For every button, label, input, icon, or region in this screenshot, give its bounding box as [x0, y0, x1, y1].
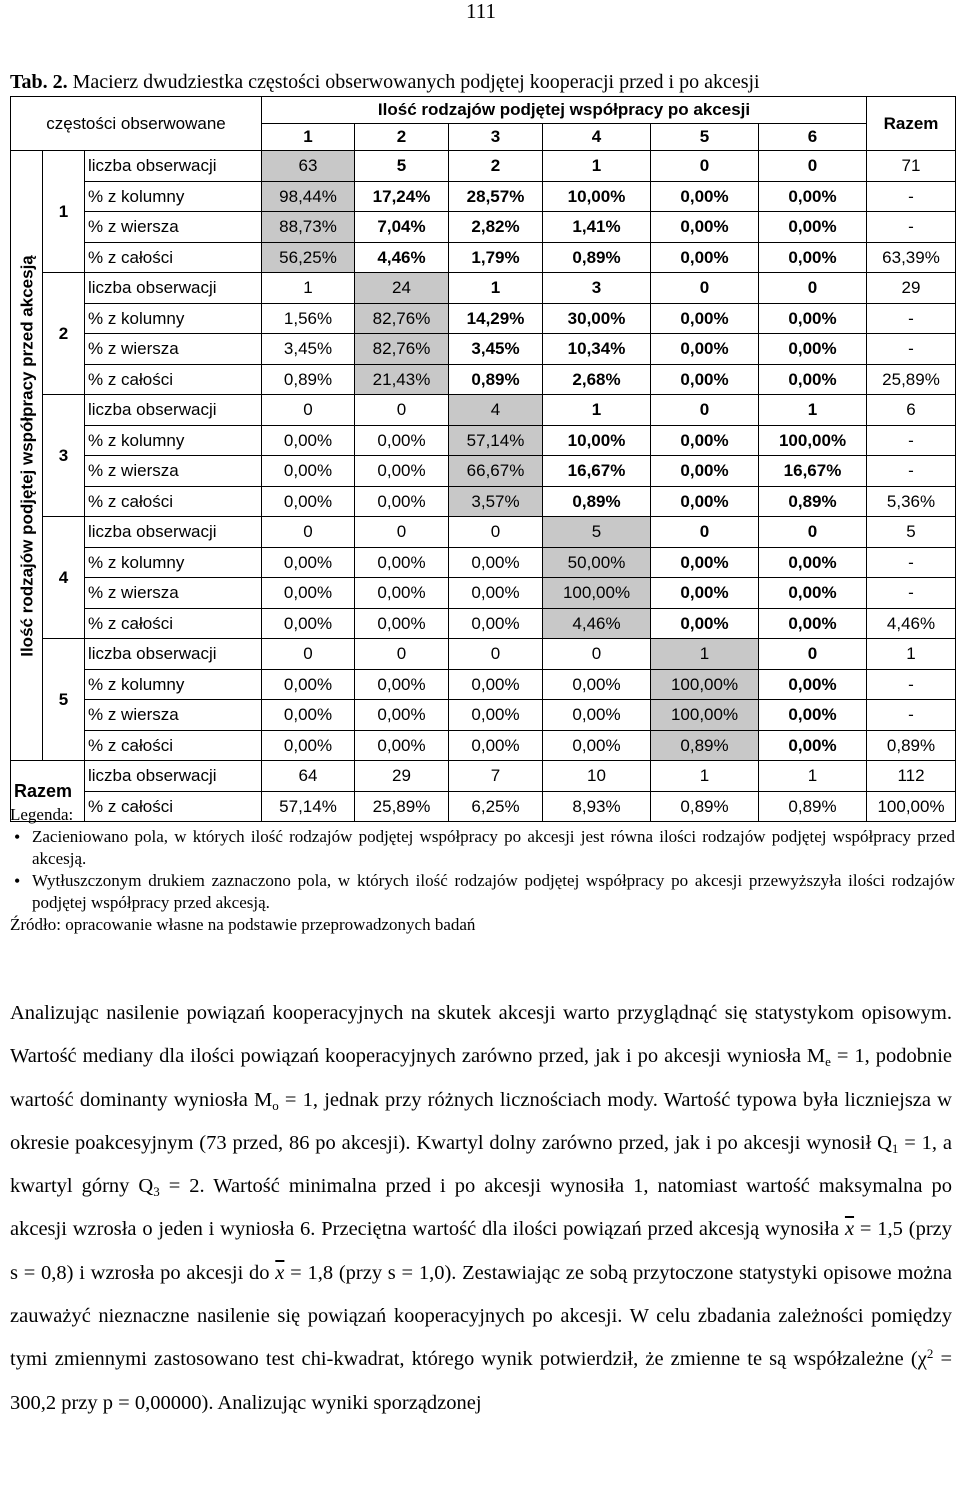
table-cell: 0,00%: [759, 700, 867, 731]
row-total-cell: 0,89%: [867, 730, 956, 761]
row-label: % z kolumny: [85, 181, 262, 212]
table-cell: 0: [449, 517, 543, 548]
table-cell: 0,00%: [355, 669, 449, 700]
body-paragraph: [10, 992, 952, 1425]
table-cell: 0,00%: [651, 212, 759, 243]
row-label: % z całości: [85, 608, 262, 639]
row-label: liczba obserwacji: [85, 273, 262, 304]
table-cell: 0,89%: [759, 486, 867, 517]
row-total-cell: 25,89%: [867, 364, 956, 395]
table-cell: 1: [543, 395, 651, 426]
table-cell: 0,00%: [651, 242, 759, 273]
table-row: [11, 578, 956, 609]
table-cell: 0,00%: [651, 334, 759, 365]
table-cell: 0,00%: [759, 303, 867, 334]
column-group-header: Ilość rodzajów podjętej współpracy po akcesji: [262, 97, 867, 124]
table-cell: 0,00%: [651, 425, 759, 456]
table-cell: 0: [262, 395, 355, 426]
table-cell: 0,00%: [355, 456, 449, 487]
row-label: % z kolumny: [85, 303, 262, 334]
table-cell: 0,89%: [651, 791, 759, 822]
row-total-cell: -: [867, 669, 956, 700]
table-cell: 8,93%: [543, 791, 651, 822]
table-cell: 0,89%: [449, 364, 543, 395]
caption-label: Tab. 2.: [10, 71, 68, 93]
column-header: 1: [262, 124, 355, 151]
text-segment: = 300,2 przy p = 0,00000). Analizując wyniki sporządzonej: [10, 1348, 953, 1414]
mean-symbol: $\overline{x}$: [275, 1261, 285, 1284]
row-group-header: [11, 151, 43, 761]
table-cell: 0,00%: [759, 242, 867, 273]
text-segment: = 1, podobnie wartość dominanty wyniosła M: [10, 1045, 952, 1111]
table-cell: 0: [651, 151, 759, 182]
table-cell: 0: [651, 273, 759, 304]
table-cell: 0,00%: [355, 425, 449, 456]
table-cell: 0: [651, 395, 759, 426]
table-cell: 0: [759, 151, 867, 182]
row-label: % z wiersza: [85, 456, 262, 487]
subscript-o: o: [272, 1097, 279, 1113]
table-cell: 10,00%: [543, 425, 651, 456]
table-cell: 0,00%: [355, 486, 449, 517]
table-cell: 0,89%: [543, 486, 651, 517]
text-segment: = 1, jednak przy różnych licznościach mody. Wartość typowa była liczniejsza w okresie poakcesyjnym (73 przed, 86 po akcesji). Kwartyl dolny zarówno przed, jak i po akcesji wynosił Q: [10, 1088, 952, 1154]
mean-symbol: $\overline{x}$: [844, 1218, 855, 1241]
table-cell: 0,00%: [543, 669, 651, 700]
row-label: liczba obserwacji: [85, 151, 262, 182]
table-cell: 0,00%: [262, 578, 355, 609]
total-column-header: Razem: [867, 97, 956, 151]
frequency-matrix-table: [10, 96, 956, 822]
column-header: 3: [449, 124, 543, 151]
row-total-cell: 5,36%: [867, 486, 956, 517]
total-row: [11, 761, 956, 792]
table-row: [11, 303, 956, 334]
table-cell: 1: [449, 273, 543, 304]
table-cell: 3,45%: [449, 334, 543, 365]
table-cell: 0,00%: [759, 364, 867, 395]
row-label: % z całości: [85, 242, 262, 273]
table-row: [11, 151, 956, 182]
row-total-cell: -: [867, 547, 956, 578]
text-segment: = 1,8 (przy s = 1,0). Zestawiając ze sobą przytoczone statystyki opisowe można zauważyć nieznaczne nasilenie się powiązań kooperacyjnych po akcesji. W celu zbadania zależności pomiędzy tymi zmiennymi zastosowano test chi-kwadrat, którego wynik potwierdził, że zmienne te są współzależne (χ: [10, 1261, 952, 1371]
table-cell: 0,89%: [651, 730, 759, 761]
row-group-id: 3: [43, 395, 85, 517]
table-cell: 0,00%: [651, 486, 759, 517]
table-cell: 100,00%: [651, 669, 759, 700]
row-label: % z kolumny: [85, 425, 262, 456]
table-cell: 10: [543, 761, 651, 792]
table-row: [11, 456, 956, 487]
caption-text: Macierz dwudziestka częstości obserwowanych podjętej kooperacji przed i po akcesji: [67, 71, 760, 93]
table-cell: 3,57%: [449, 486, 543, 517]
table-row: [11, 242, 956, 273]
table-cell: 29: [355, 761, 449, 792]
table-cell: 0,00%: [651, 181, 759, 212]
table-cell: 0,00%: [543, 730, 651, 761]
table-row: [11, 395, 956, 426]
table-cell: 5: [355, 151, 449, 182]
table-cell: 10,00%: [543, 181, 651, 212]
table-cell: 0: [759, 639, 867, 670]
row-group-label: Ilość rodzajów podjętej współpracy przed akcesją: [17, 254, 36, 657]
table-cell: 0,00%: [355, 730, 449, 761]
table-cell: 5: [543, 517, 651, 548]
table-cell: 0,00%: [262, 456, 355, 487]
table-cell: 82,76%: [355, 334, 449, 365]
table-cell: 0,00%: [759, 547, 867, 578]
row-total-cell: 1: [867, 639, 956, 670]
table-cell: 3,45%: [262, 334, 355, 365]
table-cell: 0: [543, 639, 651, 670]
table-cell: 100,00%: [759, 425, 867, 456]
table-cell: 0: [355, 517, 449, 548]
row-total-cell: 5: [867, 517, 956, 548]
table-cell: 2,82%: [449, 212, 543, 243]
table-cell: 0,00%: [449, 730, 543, 761]
row-label: % z całości: [85, 791, 262, 822]
row-label: % z wiersza: [85, 212, 262, 243]
table-cell: 100,00%: [651, 700, 759, 731]
table-cell: 0: [651, 517, 759, 548]
row-label: % z kolumny: [85, 547, 262, 578]
row-label: % z całości: [85, 486, 262, 517]
table-cell: 25,89%: [355, 791, 449, 822]
column-header: 2: [355, 124, 449, 151]
total-row-label: Razem: [11, 761, 85, 822]
row-group-id: 5: [43, 639, 85, 761]
table-row: [11, 700, 956, 731]
table-cell: 50,00%: [543, 547, 651, 578]
table-cell: 0,89%: [262, 364, 355, 395]
table-cell: 2: [449, 151, 543, 182]
table-cell: 0: [759, 273, 867, 304]
table-row: [11, 639, 956, 670]
table-cell: 88,73%: [262, 212, 355, 243]
table-cell: 0: [262, 517, 355, 548]
table-row: [11, 425, 956, 456]
superscript-2: 2: [926, 1346, 934, 1362]
table-cell: 0,00%: [651, 303, 759, 334]
subscript-1: 1: [891, 1140, 899, 1156]
table-cell: 0,00%: [262, 608, 355, 639]
table-cell: 6,25%: [449, 791, 543, 822]
table-cell: 0,00%: [449, 700, 543, 731]
legend-title: Legenda:: [10, 805, 74, 824]
table-cell: 0,00%: [262, 700, 355, 731]
row-label: % z wiersza: [85, 334, 262, 365]
row-label: liczba obserwacji: [85, 639, 262, 670]
table-cell: 0,00%: [262, 486, 355, 517]
table-cell: 14,29%: [449, 303, 543, 334]
table-cell: 7,04%: [355, 212, 449, 243]
table-cell: 0,00%: [355, 547, 449, 578]
text-segment: = 2. Wartość minimalna przed i po akcesji wynosiła 1, natomiast wartość maksymalna po akcesji wzrosła o jeden i wyniosła 6. Przeciętna wartość dla ilości powiązań przed akcesją wynosiła: [10, 1175, 952, 1241]
table-cell: 7: [449, 761, 543, 792]
table-cell: 64: [262, 761, 355, 792]
row-group-id: 1: [43, 151, 85, 273]
row-label: % z całości: [85, 730, 262, 761]
row-label: % z wiersza: [85, 578, 262, 609]
subscript-3: 3: [153, 1184, 160, 1200]
table-cell: 0,00%: [262, 547, 355, 578]
table-cell: 1: [759, 395, 867, 426]
table-cell: 0,00%: [449, 547, 543, 578]
row-total-cell: 100,00%: [867, 791, 956, 822]
table-caption: [10, 70, 760, 94]
table-cell: 4,46%: [543, 608, 651, 639]
table-cell: 0: [355, 395, 449, 426]
table-cell: 0,89%: [759, 791, 867, 822]
table-cell: 0,00%: [759, 181, 867, 212]
table-cell: 0,00%: [449, 578, 543, 609]
table-cell: 0,00%: [759, 212, 867, 243]
text-segment: = 1,5 (przy s = 0,8) i wzrosła po akcesji do: [10, 1218, 952, 1284]
row-total-cell: -: [867, 700, 956, 731]
table-cell: 0,00%: [759, 334, 867, 365]
table-row: [11, 669, 956, 700]
table-cell: 0,00%: [651, 578, 759, 609]
table-cell: 0,00%: [543, 700, 651, 731]
table-cell: 16,67%: [759, 456, 867, 487]
row-total-cell: -: [867, 425, 956, 456]
row-group-id: 4: [43, 517, 85, 639]
table-cell: 24: [355, 273, 449, 304]
table-row: [11, 517, 956, 548]
table-cell: 30,00%: [543, 303, 651, 334]
table-row: [11, 486, 956, 517]
table-cell: 16,67%: [543, 456, 651, 487]
table-cell: 1,79%: [449, 242, 543, 273]
table-cell: 100,00%: [543, 578, 651, 609]
table-cell: 3: [543, 273, 651, 304]
table-cell: 4: [449, 395, 543, 426]
table-cell: 1,56%: [262, 303, 355, 334]
table-cell: 0: [449, 639, 543, 670]
table-cell: 1: [651, 639, 759, 670]
table-row: [11, 547, 956, 578]
table-cell: 0,89%: [543, 242, 651, 273]
column-header: 4: [543, 124, 651, 151]
header-row: [11, 97, 956, 124]
table-row: [11, 608, 956, 639]
table-cell: 57,14%: [449, 425, 543, 456]
row-total-cell: 71: [867, 151, 956, 182]
paragraph-text: [10, 992, 952, 1425]
row-label: liczba obserwacji: [85, 517, 262, 548]
table-cell: 1: [543, 151, 651, 182]
table-row: [11, 181, 956, 212]
frequency-matrix-table-wrapper: [10, 96, 955, 822]
row-total-cell: 6: [867, 395, 956, 426]
row-total-cell: -: [867, 212, 956, 243]
table-cell: 0,00%: [759, 608, 867, 639]
table-cell: 1,41%: [543, 212, 651, 243]
row-label: % z całości: [85, 364, 262, 395]
table-cell: 0,00%: [355, 578, 449, 609]
page-number: 111: [466, 0, 496, 23]
table-cell: 10,34%: [543, 334, 651, 365]
text-segment: Analizując nasilenie powiązań kooperacyjnych na skutek akcesji warto przyglądnąć się statystykom opisowym. Wartość mediany dla ilości powiązań kooperacyjnych zarówno przed, jak i po akcesji wyniosła M: [10, 1002, 952, 1068]
table-cell: 1: [262, 273, 355, 304]
table-cell: 28,57%: [449, 181, 543, 212]
row-total-cell: 29: [867, 273, 956, 304]
corner-label: częstości obserwowane: [11, 97, 262, 151]
row-label: % z wiersza: [85, 700, 262, 731]
row-label: liczba obserwacji: [85, 761, 262, 792]
table-row: [11, 334, 956, 365]
table-cell: 0,00%: [759, 669, 867, 700]
table-cell: 21,43%: [355, 364, 449, 395]
table-cell: 0,00%: [651, 364, 759, 395]
legend-list: [10, 826, 955, 914]
table-cell: 2,68%: [543, 364, 651, 395]
row-total-cell: -: [867, 181, 956, 212]
row-total-cell: -: [867, 303, 956, 334]
row-total-cell: 4,46%: [867, 608, 956, 639]
table-cell: 4,46%: [355, 242, 449, 273]
table-cell: 56,25%: [262, 242, 355, 273]
table-cell: 82,76%: [355, 303, 449, 334]
table-cell: 57,14%: [262, 791, 355, 822]
table-row: [11, 273, 956, 304]
table-cell: 1: [759, 761, 867, 792]
row-total-cell: 112: [867, 761, 956, 792]
table-row: [11, 364, 956, 395]
table-row: [11, 212, 956, 243]
column-header: 6: [759, 124, 867, 151]
table-cell: 66,67%: [449, 456, 543, 487]
table-cell: 0,00%: [759, 730, 867, 761]
legend: [10, 804, 955, 936]
table-cell: 0,00%: [651, 456, 759, 487]
table-row: [11, 730, 956, 761]
table-cell: 0: [355, 639, 449, 670]
table-cell: 0,00%: [262, 730, 355, 761]
table-cell: 0,00%: [262, 425, 355, 456]
table-cell: 63: [262, 151, 355, 182]
column-header: 5: [651, 124, 759, 151]
row-total-cell: 63,39%: [867, 242, 956, 273]
row-total-cell: -: [867, 334, 956, 365]
table-cell: 0,00%: [759, 578, 867, 609]
table-cell: 0,00%: [651, 608, 759, 639]
table-cell: 0,00%: [651, 547, 759, 578]
row-total-cell: -: [867, 456, 956, 487]
table-cell: 0,00%: [355, 608, 449, 639]
legend-item-shaded: • Zacieniowano pola, w których ilość rodzajów podjętej współpracy po akcesji jest równa ilości rodzajów podjętej współpracy przed akcesją.: [32, 826, 955, 870]
table-cell: 0,00%: [449, 608, 543, 639]
row-total-cell: -: [867, 578, 956, 609]
table-cell: 98,44%: [262, 181, 355, 212]
subscript-e: e: [825, 1054, 831, 1070]
source-note: Źródło: opracowanie własne na podstawie przeprowadzonych badań: [10, 915, 476, 934]
row-label: % z kolumny: [85, 669, 262, 700]
table-cell: 17,24%: [355, 181, 449, 212]
table-cell: 0,00%: [449, 669, 543, 700]
table-cell: 0: [262, 639, 355, 670]
table-cell: 0,00%: [355, 700, 449, 731]
row-label: liczba obserwacji: [85, 395, 262, 426]
legend-item-bold: • Wytłuszczonym drukiem zaznaczono pola, w których ilość rodzajów podjętej współpracy po akcesji przewyższyła ilości rodzajów podjętej współpracy przed akcesją.: [32, 870, 955, 914]
text-segment: = 1, a kwartyl górny Q: [10, 1131, 952, 1198]
row-group-id: 2: [43, 273, 85, 395]
table-cell: 0: [759, 517, 867, 548]
table-cell: 0,00%: [262, 669, 355, 700]
table-cell: 1: [651, 761, 759, 792]
